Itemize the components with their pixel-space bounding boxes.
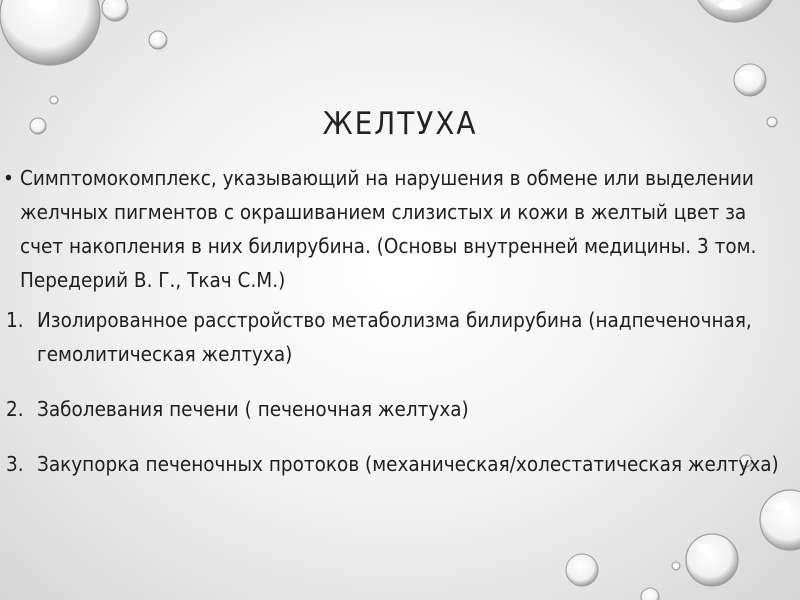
water-drop: [149, 31, 167, 49]
list-item-text: Изолированное расстройство метаболизма билирубина (надпеченочная, гемолитическая желтуха): [37, 308, 752, 366]
list-item-text: Закупорка печеночных протоков (механическая/холестатическая желтуха): [37, 452, 779, 476]
slide-title: ЖЕЛТУХА: [322, 106, 478, 142]
list-item-number: 3.: [6, 452, 24, 476]
bullet-marker: •: [3, 166, 14, 190]
definition-text: Симптомокомплекс, указывающий на нарушения в обмене или выделении желчных пигментов с окрашиванием слизистых и кожи в желтый цвет за счет накопления в них билирубина. (Основы внутренней медицины. 3 том. Передерий В. Г., Ткач С.М.): [20, 166, 757, 292]
list-item: [0, 447, 790, 481]
list-item: [0, 303, 790, 371]
water-drop: [0, 0, 100, 65]
list-item-number: 2.: [6, 397, 24, 421]
water-drop: [102, 0, 128, 21]
slide-content: [0, 161, 790, 502]
definition-bullet: [0, 161, 790, 297]
water-drop: [50, 96, 58, 104]
water-drop: [641, 588, 659, 600]
water-drop: [693, 0, 777, 22]
list-item-number: 1.: [6, 308, 24, 332]
list-item-text: Заболевания печени ( печеночная желтуха): [37, 397, 469, 421]
water-drop: [686, 534, 738, 586]
water-drop: [672, 562, 680, 570]
water-drop: [734, 64, 766, 96]
water-drop: [566, 554, 598, 586]
list-item: [0, 392, 790, 426]
